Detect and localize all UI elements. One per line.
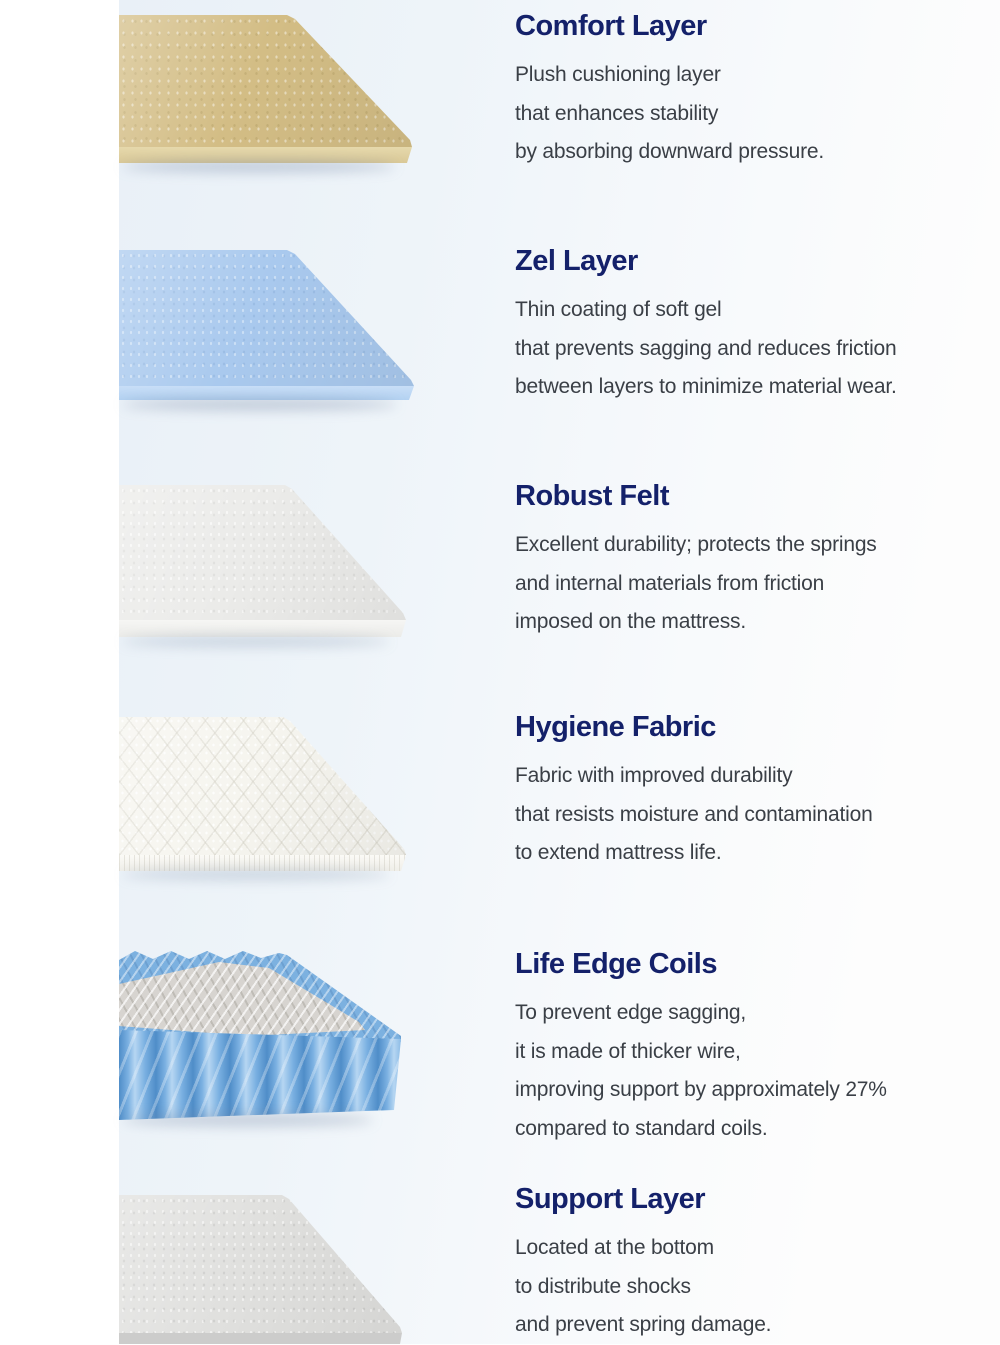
slab-top-face — [119, 15, 412, 147]
slab-top-face — [119, 717, 406, 855]
section-description — [515, 291, 945, 407]
slab-shadow — [123, 161, 395, 172]
description-line: by absorbing downward pressure. — [515, 140, 824, 163]
description-line: To prevent edge sagging, — [515, 1001, 747, 1024]
description-line: Excellent durability; protects the springs — [515, 533, 877, 556]
section-title: Hygiene Fabric — [515, 711, 716, 743]
section-title: Zel Layer — [515, 245, 638, 277]
section-life-edge-coils — [515, 946, 945, 1148]
life-edge-coils-image — [119, 946, 401, 1126]
section-description — [515, 994, 945, 1148]
description-line: that enhances stability — [515, 101, 719, 125]
comfort-layer-image — [119, 15, 413, 177]
description-line: that prevents sagging and reduces friction — [515, 336, 897, 360]
section-zel-layer — [515, 243, 945, 407]
section-support-layer — [515, 1181, 945, 1345]
slab-side-face — [119, 1333, 402, 1344]
description-line: to extend mattress life. — [515, 841, 722, 864]
description-line: improving support by approximately 27% — [515, 1078, 887, 1101]
hygiene-fabric-image — [119, 717, 407, 875]
description-line: Located at the bottom — [515, 1236, 714, 1259]
description-line: imposed on the mattress. — [515, 610, 746, 633]
section-hygiene-fabric — [515, 709, 945, 873]
description-line: compared to standard coils. — [515, 1116, 768, 1140]
section-title: Support Layer — [515, 1183, 706, 1215]
slab-shadow — [123, 399, 397, 410]
slab-shadow — [123, 636, 389, 647]
section-description — [515, 1229, 945, 1345]
description-line: and internal materials from friction — [515, 571, 825, 595]
description-line: Plush cushioning layer — [515, 63, 721, 86]
zel-layer-image — [119, 250, 415, 405]
description-line: to distribute shocks — [515, 1274, 691, 1298]
section-title: Life Edge Coils — [515, 948, 717, 980]
slab-top-face — [119, 485, 406, 620]
section-description — [515, 757, 945, 873]
slab-top-face — [119, 250, 414, 386]
slab-top-face — [119, 1195, 402, 1333]
description-line: and prevent spring damage. — [515, 1313, 772, 1336]
support-layer-image — [119, 1195, 403, 1344]
section-title: Comfort Layer — [515, 10, 707, 42]
section-robust-felt — [515, 478, 945, 642]
description-line: Fabric with improved durability — [515, 764, 793, 787]
description-line: that resists moisture and contamination — [515, 802, 873, 826]
slab-shadow — [123, 1114, 373, 1126]
section-description — [515, 56, 945, 172]
slab-shadow — [123, 869, 389, 880]
description-line: Thin coating of soft gel — [515, 298, 722, 321]
robust-felt-image — [119, 485, 407, 641]
section-title: Robust Felt — [515, 480, 669, 512]
section-comfort-layer — [515, 8, 945, 172]
description-line: between layers to minimize material wear. — [515, 375, 897, 398]
coil-front-face — [119, 1030, 401, 1122]
description-line: it is made of thicker wire, — [515, 1039, 741, 1063]
section-description — [515, 526, 945, 642]
